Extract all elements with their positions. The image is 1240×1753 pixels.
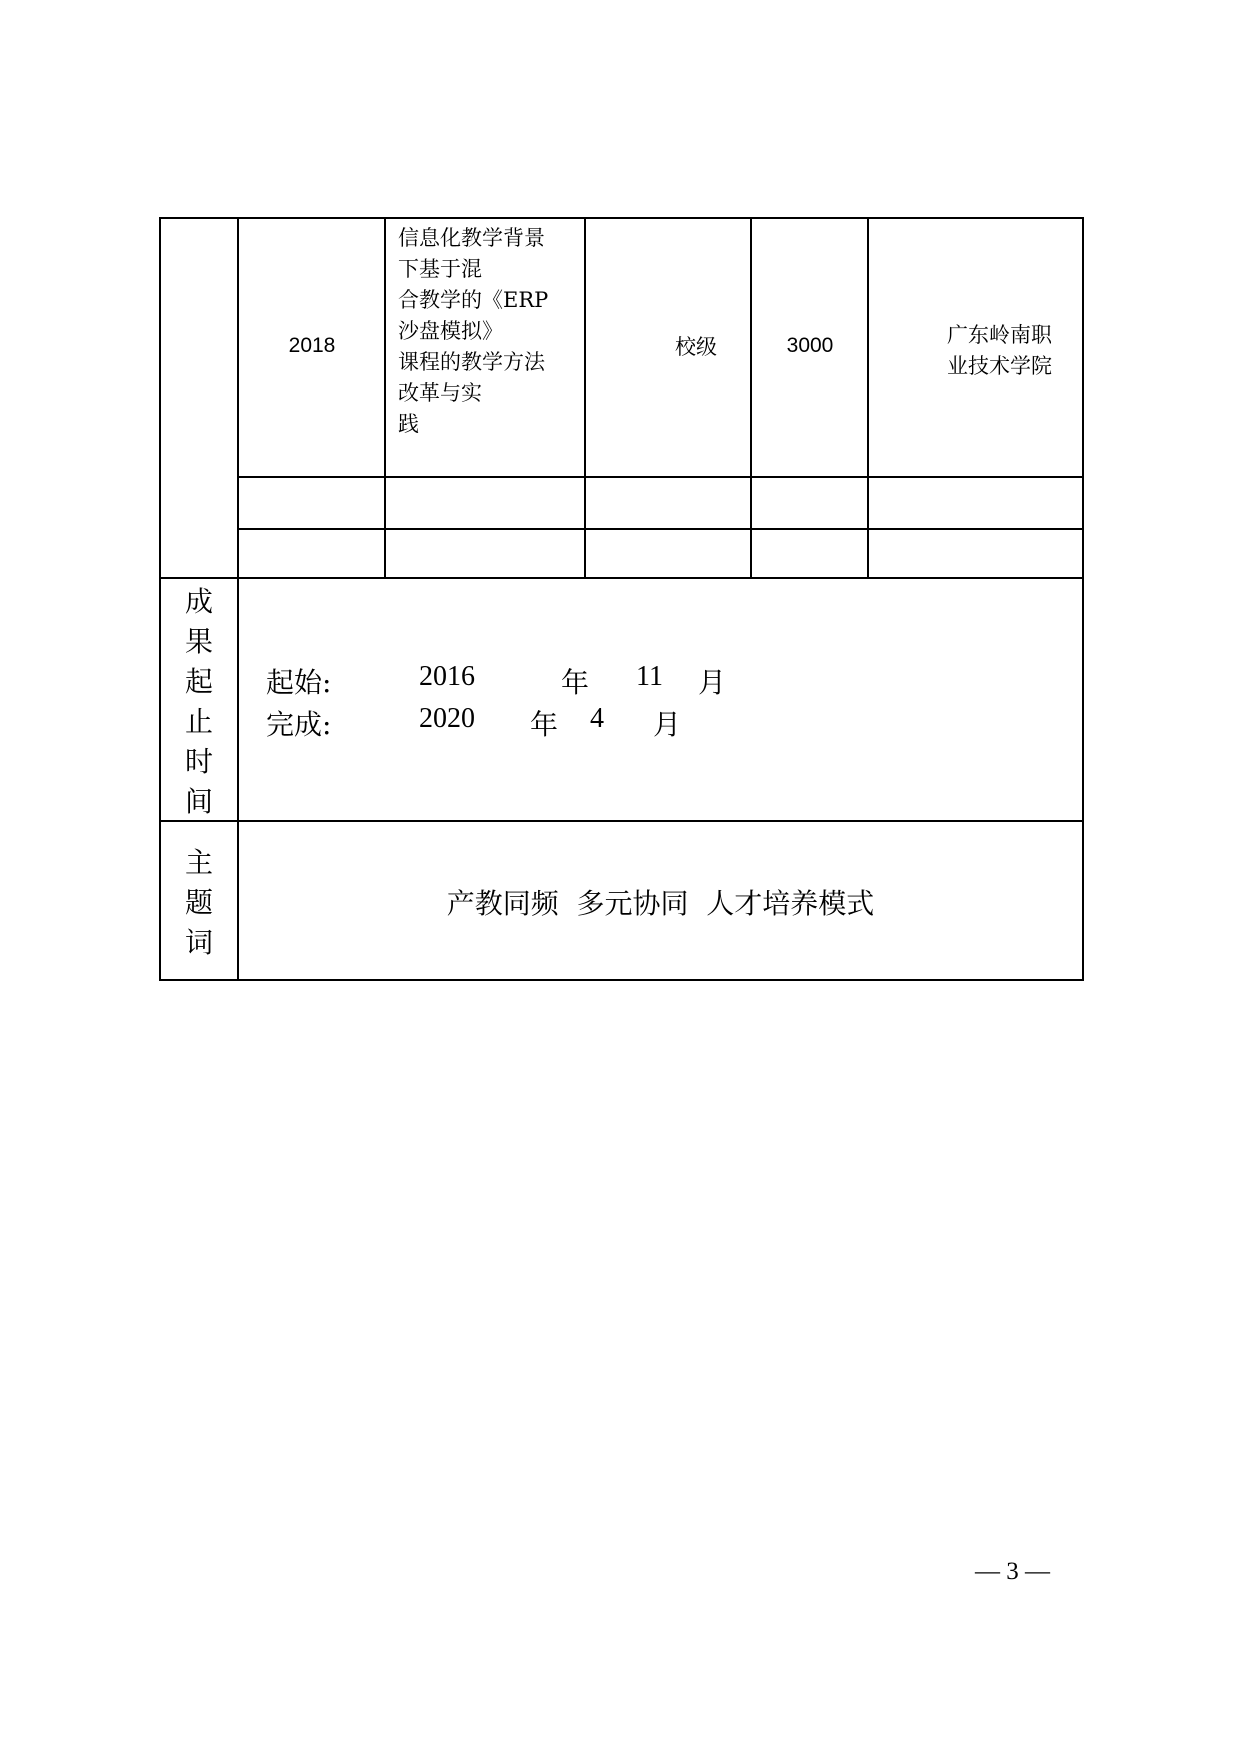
period-label-char: 时 — [184, 745, 213, 778]
start-year: 2016 — [419, 661, 475, 692]
end-year-unit: 年 — [530, 708, 559, 741]
end-month-unit: 月 — [653, 708, 682, 741]
table-col-divider — [867, 217, 869, 579]
table-row-divider — [159, 577, 1084, 579]
project-title-line: 信息化教学背景 — [398, 226, 545, 250]
period-label-char: 止 — [184, 705, 213, 738]
period-label-char: 起 — [184, 665, 213, 698]
end-year: 2020 — [419, 703, 475, 734]
end-month: 4 — [590, 703, 604, 734]
keywords-label-char: 词 — [184, 926, 213, 959]
table-border-top — [159, 217, 1084, 219]
keywords-label-char: 主 — [184, 846, 213, 879]
table-col-divider — [384, 217, 386, 579]
table-col-divider — [237, 217, 239, 981]
start-year-unit: 年 — [561, 666, 590, 699]
start-label: 起始: — [266, 666, 332, 699]
project-year: 2018 — [288, 334, 336, 357]
project-title-line: 践 — [398, 412, 419, 436]
table-row-divider — [159, 820, 1084, 822]
table-border-right — [1082, 217, 1084, 981]
period-label-char: 果 — [184, 625, 213, 658]
period-label-char: 成 — [184, 585, 213, 618]
end-label: 完成: — [266, 708, 332, 741]
organization-line: 广东岭南职 — [947, 323, 1052, 347]
project-level: 校级 — [675, 335, 717, 359]
keywords-label — [161, 843, 237, 963]
project-amount: 3000 — [786, 334, 834, 357]
table-border-bottom — [159, 979, 1084, 981]
period-label-char: 间 — [184, 785, 213, 818]
project-title — [398, 223, 584, 440]
project-title-line: 课程的教学方法 — [398, 350, 545, 374]
project-title-line: 合教学的《ERP — [398, 288, 549, 312]
project-title-line: 沙盘模拟》 — [398, 319, 503, 343]
period-label — [161, 582, 237, 822]
start-month-unit: 月 — [698, 666, 727, 699]
keywords-label-char: 题 — [184, 886, 213, 919]
start-month: 11 — [636, 661, 663, 692]
table-row-divider — [238, 528, 1084, 530]
table-col-divider — [584, 217, 586, 579]
table-row-divider — [238, 476, 1084, 478]
project-organization — [947, 320, 1052, 382]
project-title-line: 改革与实 — [398, 381, 482, 405]
keywords-text: 产教同频 多元协同 人才培养模式 — [446, 887, 875, 920]
project-title-line: 下基于混 — [398, 257, 482, 281]
page-number: — 3 — — [975, 1558, 1050, 1585]
table-col-divider — [750, 217, 752, 579]
organization-line: 业技术学院 — [947, 354, 1052, 378]
